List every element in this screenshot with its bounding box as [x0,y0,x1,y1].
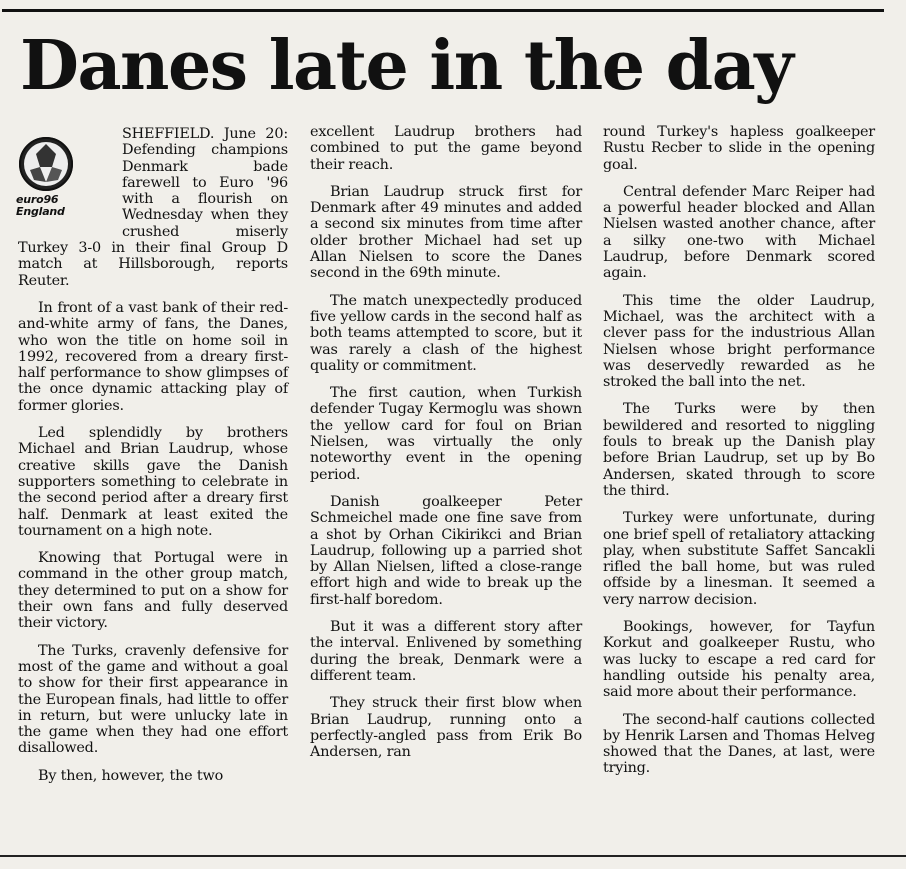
bottom-rule [0,855,906,857]
paragraph: round Turkey's hapless goalkeeper Rustu Recber to slide in the opening goal. [603,124,875,173]
paragraph: Brian Laudrup struck first for Denmark after 49 minutes and added a second six minutes from time after older brother Michael had set up Allan Nielsen to score the Danes second in the 69th minute. [310,183,582,282]
paragraph: Knowing that Portugal were in command in the other group match, they determined to put on a show for their own fans and fully deserved their victory. [18,550,288,632]
paragraph: Bookings, however, for Tayfun Korkut and goalkeeper Rustu, who was lucky to escape a red card for handling outside his penalty area, said more about their performance. [603,619,875,701]
paragraph: The first caution, when Turkish defender Tugay Kermoglu was shown the yellow card for foul on Brian Nielsen, was virtually the only noteworthy event in the opening period. [310,385,582,483]
paragraph: The Turks were by then bewildered and resorted to niggling fouls to break up the Danish play before Brian Laudrup, set up by Bo Andersen, skated through to score the third. [603,401,875,499]
paragraph: Led splendidly by brothers Michael and Brian Laudrup, whose creative skills gave the Danish supporters something to celebrate in the second period after a dreary first half. Denmark at least exited the tournament on a high note. [18,425,288,539]
euro96-logo-icon [16,134,76,194]
top-rule [2,9,884,12]
paragraph: excellent Laudrup brothers had combined to put the game beyond their reach. [310,124,582,173]
euro96-logo [16,134,114,234]
paragraph: They struck their first blow when Brian Laudrup, running onto a perfectly-angled pass from Erik Bo Andersen, ran [310,695,582,761]
paragraph: Danish goalkeeper Peter Schmeichel made one fine save from a shot by Orhan Cikirikci and Brian Laudrup, following up a parried shot by Allan Nielsen, lifted a close-range effort high and wide to break up the first-half boredom. [310,493,582,608]
logo-line1: euro96 [16,193,59,206]
logo-line2: England [16,205,65,218]
paragraph: SHEFFIELD. June 20: Defending champions Denmark bade farewell to Euro '96 with a flourish on Wednesday when they crushed miserly Turkey 3-0 in their final Group D match at Hillsborough, reports Reuter. [18,126,288,289]
paragraph: But it was a different story after the interval. Enlivened by something during the break, Denmark were a different team. [310,619,582,684]
paragraph: In front of a vast bank of their red-and-white army of fans, the Danes, who won the title on home soil in 1992, recovered from a dreary first-half performance to show glimpses of the once dynamic attacking play of former glories. [18,299,288,414]
headline: Danes late in the day [20,26,793,106]
article-column-3 [603,124,875,788]
paragraph: The match unexpectedly produced five yellow cards in the second half as both teams attempted to score, but it was rarely a clash of the highest quality or commitment. [310,292,582,374]
logo-text [16,194,65,218]
article-column-2 [310,124,582,771]
paragraph: This time the older Laudrup, Michael, was the architect with a clever pass for the industrious Allan Nielsen whose bright performance was deservedly rewarded as he stroked the ball into the net. [603,292,875,391]
paragraph: Central defender Marc Reiper had a powerful header blocked and Allan Nielsen wasted another chance, after a silky one-two with Michael Laudrup, before Denmark scored again. [603,183,875,282]
paragraph: By then, however, the two [38,767,224,784]
paragraph: The Turks, cravenly defensive for most of the game and without a goal to show for their first appearance in the European finals, had little to offer in return, but were unlucky late in the game when they had one effort disallowed. [18,642,288,757]
paragraph: Turkey were unfortunate, during one brief spell of retaliatory attacking play, when substitute Saffet Sancakli rifled the ball home, but was ruled offside by a linesman. It seemed a very narrow decision. [603,510,875,608]
paragraph: The second-half cautions collected by Henrik Larsen and Thomas Helveg showed that the Danes, at last, were trying. [603,711,875,777]
article-column-1 [18,126,288,795]
